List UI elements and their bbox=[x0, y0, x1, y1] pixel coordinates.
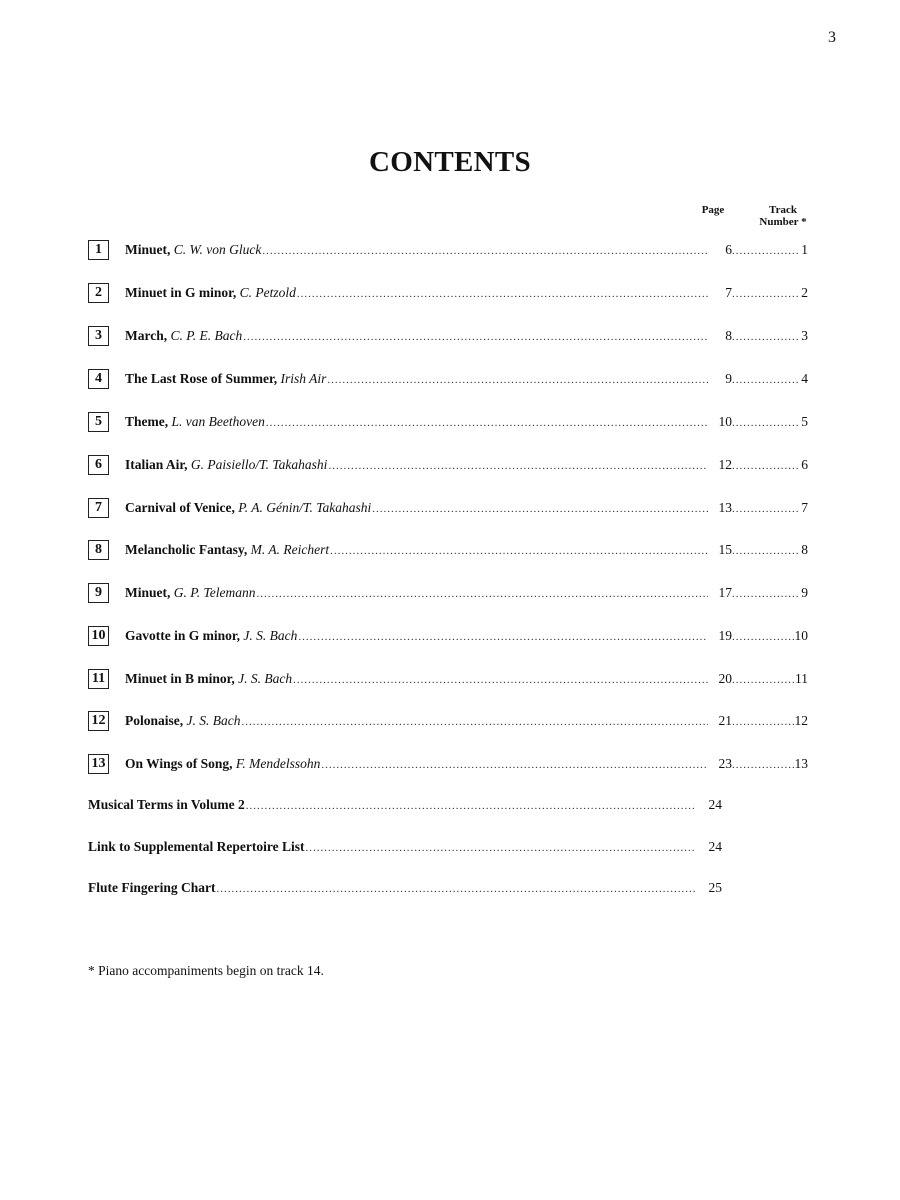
entry-page: 9 bbox=[725, 371, 732, 386]
entry-page: 17 bbox=[718, 585, 732, 600]
entry-number-box: 2 bbox=[88, 283, 109, 303]
entry-track: 13 bbox=[794, 756, 808, 771]
entry-number-box: 12 bbox=[88, 711, 109, 731]
entry-title: Carnival of Venice, bbox=[125, 500, 239, 515]
track-leader-dots bbox=[732, 331, 800, 343]
contents-entry[interactable] bbox=[88, 668, 808, 690]
entry-page: 6 bbox=[725, 242, 732, 257]
leader-dots bbox=[297, 288, 708, 300]
entry-page: 8 bbox=[725, 328, 732, 343]
entry-track: 4 bbox=[801, 371, 808, 386]
entry-track: 1 bbox=[801, 242, 808, 257]
entry-page: 7 bbox=[725, 285, 732, 300]
entry-page: 23 bbox=[718, 756, 732, 771]
entry-track: 12 bbox=[794, 713, 808, 728]
entry-title: Polonaise, bbox=[125, 713, 187, 728]
leader-dots bbox=[257, 588, 708, 600]
contents-extra-entry[interactable] bbox=[88, 877, 722, 899]
track-leader-dots bbox=[732, 503, 800, 515]
entry-page: 15 bbox=[718, 542, 732, 557]
track-leader-dots bbox=[732, 631, 794, 643]
entry-number-box: 1 bbox=[88, 240, 109, 260]
leader-dots bbox=[242, 716, 709, 728]
entry-number-box: 9 bbox=[88, 583, 109, 603]
leader-dots bbox=[293, 674, 708, 686]
leader-dots bbox=[328, 460, 708, 472]
contents-entry[interactable] bbox=[88, 582, 808, 604]
entry-composer: C. W. von Gluck bbox=[173, 242, 262, 257]
entry-title: The Last Rose of Summer, bbox=[125, 371, 281, 386]
entry-number-box: 11 bbox=[88, 669, 109, 689]
entry-composer: Irish Air bbox=[280, 371, 327, 386]
entry-page: 12 bbox=[718, 457, 732, 472]
entry-composer: J. S. Bach bbox=[186, 713, 241, 728]
leader-dots bbox=[246, 800, 696, 812]
entry-number-box: 4 bbox=[88, 369, 109, 389]
leader-dots bbox=[243, 331, 708, 343]
contents-entry[interactable] bbox=[88, 239, 808, 261]
entry-title: Gavotte in G minor, bbox=[125, 628, 244, 643]
entry-title: Musical Terms in Volume 2 bbox=[88, 797, 245, 812]
entry-number-box: 5 bbox=[88, 412, 109, 432]
entry-number-box: 8 bbox=[88, 540, 109, 560]
leader-dots bbox=[306, 842, 696, 854]
entry-number-box: 7 bbox=[88, 498, 109, 518]
column-header-track-line2: Number * bbox=[759, 216, 807, 228]
track-leader-dots bbox=[732, 417, 800, 429]
contents-entry[interactable] bbox=[88, 368, 808, 390]
entry-title: Link to Supplemental Repertoire List bbox=[88, 839, 305, 854]
entry-composer: F. Mendelssohn bbox=[235, 756, 321, 771]
entry-track: 3 bbox=[801, 328, 808, 343]
entry-track: 5 bbox=[801, 414, 808, 429]
contents-entry[interactable] bbox=[88, 282, 808, 304]
track-leader-dots bbox=[732, 288, 800, 300]
entry-title: Melancholic Fantasy, bbox=[125, 542, 251, 557]
track-leader-dots bbox=[732, 245, 800, 257]
entry-page: 10 bbox=[718, 414, 732, 429]
entry-page: 25 bbox=[708, 880, 722, 895]
entry-page: 20 bbox=[718, 671, 732, 686]
entry-page: 24 bbox=[708, 797, 722, 812]
entry-track: 7 bbox=[801, 500, 808, 515]
contents-entry[interactable] bbox=[88, 625, 808, 647]
leader-dots bbox=[372, 503, 708, 515]
entry-title: Italian Air, bbox=[125, 457, 191, 472]
contents-extra-entry[interactable] bbox=[88, 794, 722, 816]
contents-entry[interactable] bbox=[88, 325, 808, 347]
entry-title: Theme, bbox=[125, 414, 172, 429]
leader-dots bbox=[266, 417, 708, 429]
entry-page: 19 bbox=[718, 628, 732, 643]
leader-dots bbox=[298, 631, 708, 643]
entry-track: 11 bbox=[795, 671, 808, 686]
track-leader-dots bbox=[732, 545, 800, 557]
entry-title: Minuet, bbox=[125, 585, 174, 600]
entry-track: 8 bbox=[801, 542, 808, 557]
column-header-track-line1: Track bbox=[769, 204, 797, 216]
entry-page: 24 bbox=[708, 839, 722, 854]
entry-track: 2 bbox=[801, 285, 808, 300]
track-leader-dots bbox=[732, 460, 800, 472]
entry-number-box: 13 bbox=[88, 754, 109, 774]
entry-title: Minuet, bbox=[125, 242, 174, 257]
entry-title: Minuet in G minor, bbox=[125, 285, 240, 300]
page-number: 3 bbox=[828, 29, 836, 46]
entry-composer: L. van Beethoven bbox=[171, 414, 265, 429]
contents-entry[interactable] bbox=[88, 411, 808, 433]
leader-dots bbox=[327, 374, 708, 386]
entry-composer: J. S. Bach bbox=[243, 628, 298, 643]
footnote: * Piano accompaniments begin on track 14. bbox=[88, 963, 324, 978]
entry-track: 9 bbox=[801, 585, 808, 600]
track-leader-dots bbox=[732, 759, 794, 771]
entry-number-box: 10 bbox=[88, 626, 109, 646]
entry-composer: G. P. Telemann bbox=[173, 585, 256, 600]
entry-title: Flute Fingering Chart bbox=[88, 880, 216, 895]
contents-extra-entry[interactable] bbox=[88, 836, 722, 858]
entry-title: On Wings of Song, bbox=[125, 756, 236, 771]
leader-dots bbox=[321, 759, 708, 771]
contents-entry[interactable] bbox=[88, 497, 808, 519]
leader-dots bbox=[262, 245, 708, 257]
entry-number-box: 6 bbox=[88, 455, 109, 475]
contents-entry[interactable] bbox=[88, 753, 808, 775]
entry-composer: J. S. Bach bbox=[238, 671, 293, 686]
contents-entry[interactable] bbox=[88, 454, 808, 476]
entry-composer: C. P. E. Bach bbox=[170, 328, 243, 343]
contents-entry[interactable] bbox=[88, 710, 808, 732]
entry-title: Minuet in B minor, bbox=[125, 671, 239, 686]
entry-title: March, bbox=[125, 328, 171, 343]
entry-page: 21 bbox=[718, 713, 732, 728]
leader-dots bbox=[330, 545, 708, 557]
column-header-page: Page bbox=[701, 204, 725, 216]
entry-composer: C. Petzold bbox=[239, 285, 296, 300]
contents-entry[interactable] bbox=[88, 539, 808, 561]
track-leader-dots bbox=[732, 716, 794, 728]
entry-composer: G. Paisiello/T. Takahashi bbox=[190, 457, 328, 472]
entry-composer: P. A. Génin/T. Takahashi bbox=[238, 500, 372, 515]
track-leader-dots bbox=[732, 374, 800, 386]
leader-dots bbox=[217, 883, 697, 895]
entry-composer: M. A. Reichert bbox=[250, 542, 330, 557]
page-title: CONTENTS bbox=[369, 146, 531, 178]
entry-number-box: 3 bbox=[88, 326, 109, 346]
entry-track: 6 bbox=[801, 457, 808, 472]
track-leader-dots bbox=[732, 674, 794, 686]
track-leader-dots bbox=[732, 588, 800, 600]
entry-track: 10 bbox=[794, 628, 808, 643]
entry-page: 13 bbox=[718, 500, 732, 515]
